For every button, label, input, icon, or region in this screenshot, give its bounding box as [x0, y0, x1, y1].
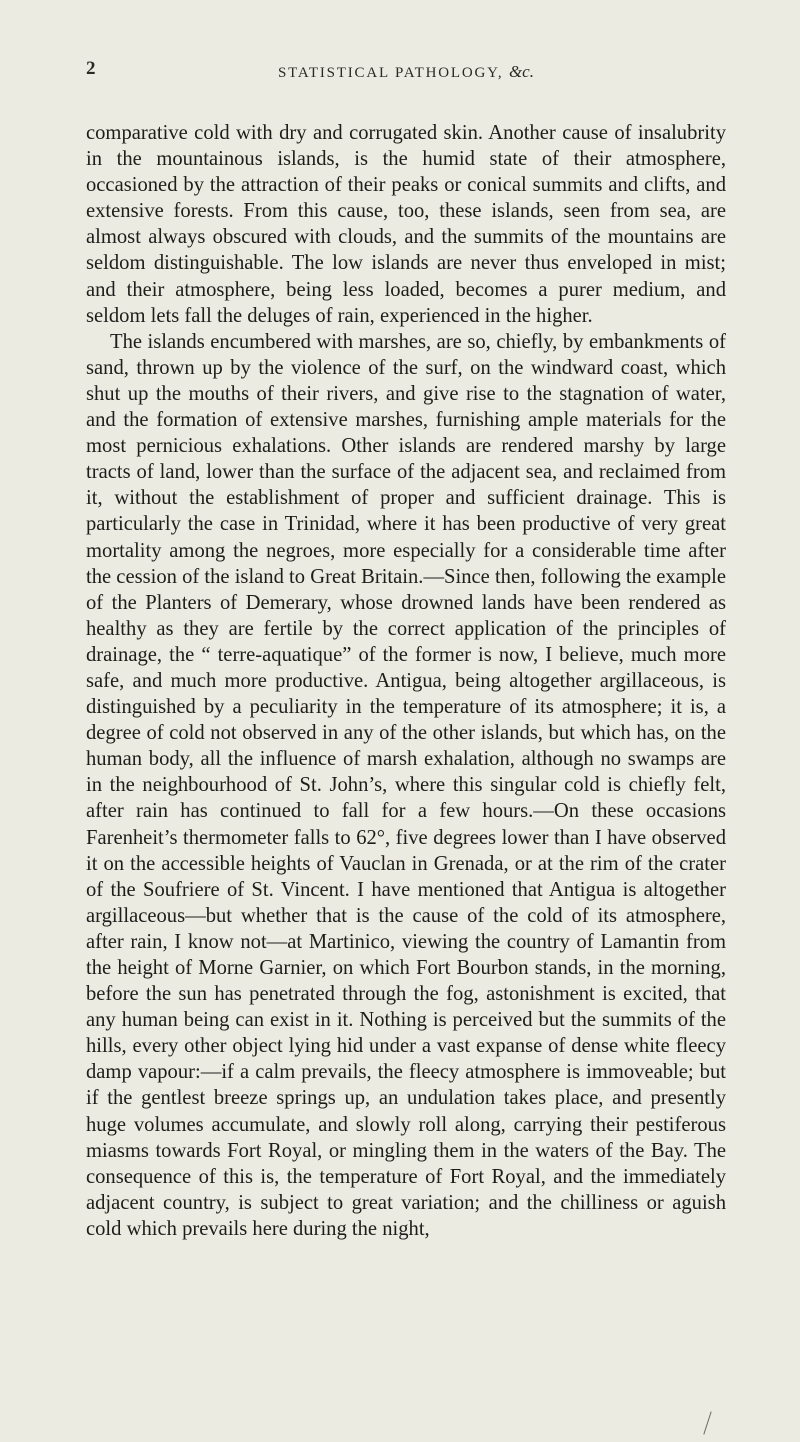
running-head-title: STATISTICAL PATHOLOGY, — [278, 65, 504, 81]
body-text — [86, 120, 726, 1242]
margin-mark — [703, 1411, 711, 1434]
book-page — [0, 56, 800, 1442]
page-header — [86, 56, 726, 90]
page-number: 2 — [86, 58, 96, 79]
running-head-suffix: &c. — [508, 62, 534, 81]
paragraph-1: comparative cold with dry and corrugated skin. Another cause of insalubrity in the mountainous islands, is the humid state of their atmosphere, occasioned by the attraction of their peaks or conical summits and clifts, and extensive forests. From this cause, too, these islands, seen from sea, are almost always obscured with clouds, and the summits of the mountains are seldom distinguishable. The low islands are never thus enveloped in mist; and their atmosphere, being less loaded, becomes a purer medium, and seldom lets fall the deluges of rain, experienced in the higher. — [86, 122, 726, 327]
running-head — [86, 62, 726, 82]
paragraph-2: The islands encumbered with marshes, are so, chiefly, by embankments of sand, thrown up by the violence of the surf, on the windward coast, which shut up the mouths of their rivers, and give rise to the stagnation of water, and the formation of extensive marshes, furnishing ample materials for the most pernicious exhalations. Other islands are rendered marshy by large tracts of land, lower than the surface of the adjacent sea, and reclaimed from it, without the establishment of proper and sufficient drainage. This is particularly the case in Trinidad, where it has been productive of very great mortality among the negroes, more especially for a considerable time after the cession of the island to Great Britain.—Since then, following the example of the Planters of Demerary, whose drowned lands have been rendered as healthy as they are fertile by the correct application of the principles of drainage, the “ terre-aquatique” of the former is now, I believe, much more safe, and much more productive. Antigua, being altogether argillaceous, is distinguished by a peculiarity in the temperature of its atmosphere; it is, a degree of cold not observed in any of the other islands, but which has, on the human body, all the influence of marsh exhalation, although no swamps are in the neighbourhood of St. John’s, where this singular cold is chiefly felt, after rain has continued to fall for a few hours.—On these occasions Farenheit’s thermometer falls to 62°, five degrees lower than I have observed it on the accessible heights of Vauclan in Grenada, or at the rim of the crater of the Soufriere of St. Vincent. I have mentioned that Antigua is altogether argillaceous—but whether that is the cause of the cold of its atmosphere, after rain, I know not—at Martinico, viewing the country of Lamantin from the height of Morne Garnier, on which Fort Bourbon stands, in the morning, before the sun has penetrated through the fog, astonishment is excited, that any human being can exist in it. Nothing is perceived but the summits of the hills, every other object lying hid under a vast expanse of dense white fleecy damp vapour:—if a calm prevails, the fleecy atmosphere is immoveable; but if the gentlest breeze springs up, an undulation takes place, and presently huge volumes accumulate, and slowly roll along, carrying their pestiferous miasms towards Fort Royal, or mingling them in the waters of the Bay. The consequence of this is, the temperature of Fort Royal, and the immediately adjacent country, is subject to great variation; and the chilliness or aguish cold which prevails here during the night, — [86, 330, 726, 1240]
